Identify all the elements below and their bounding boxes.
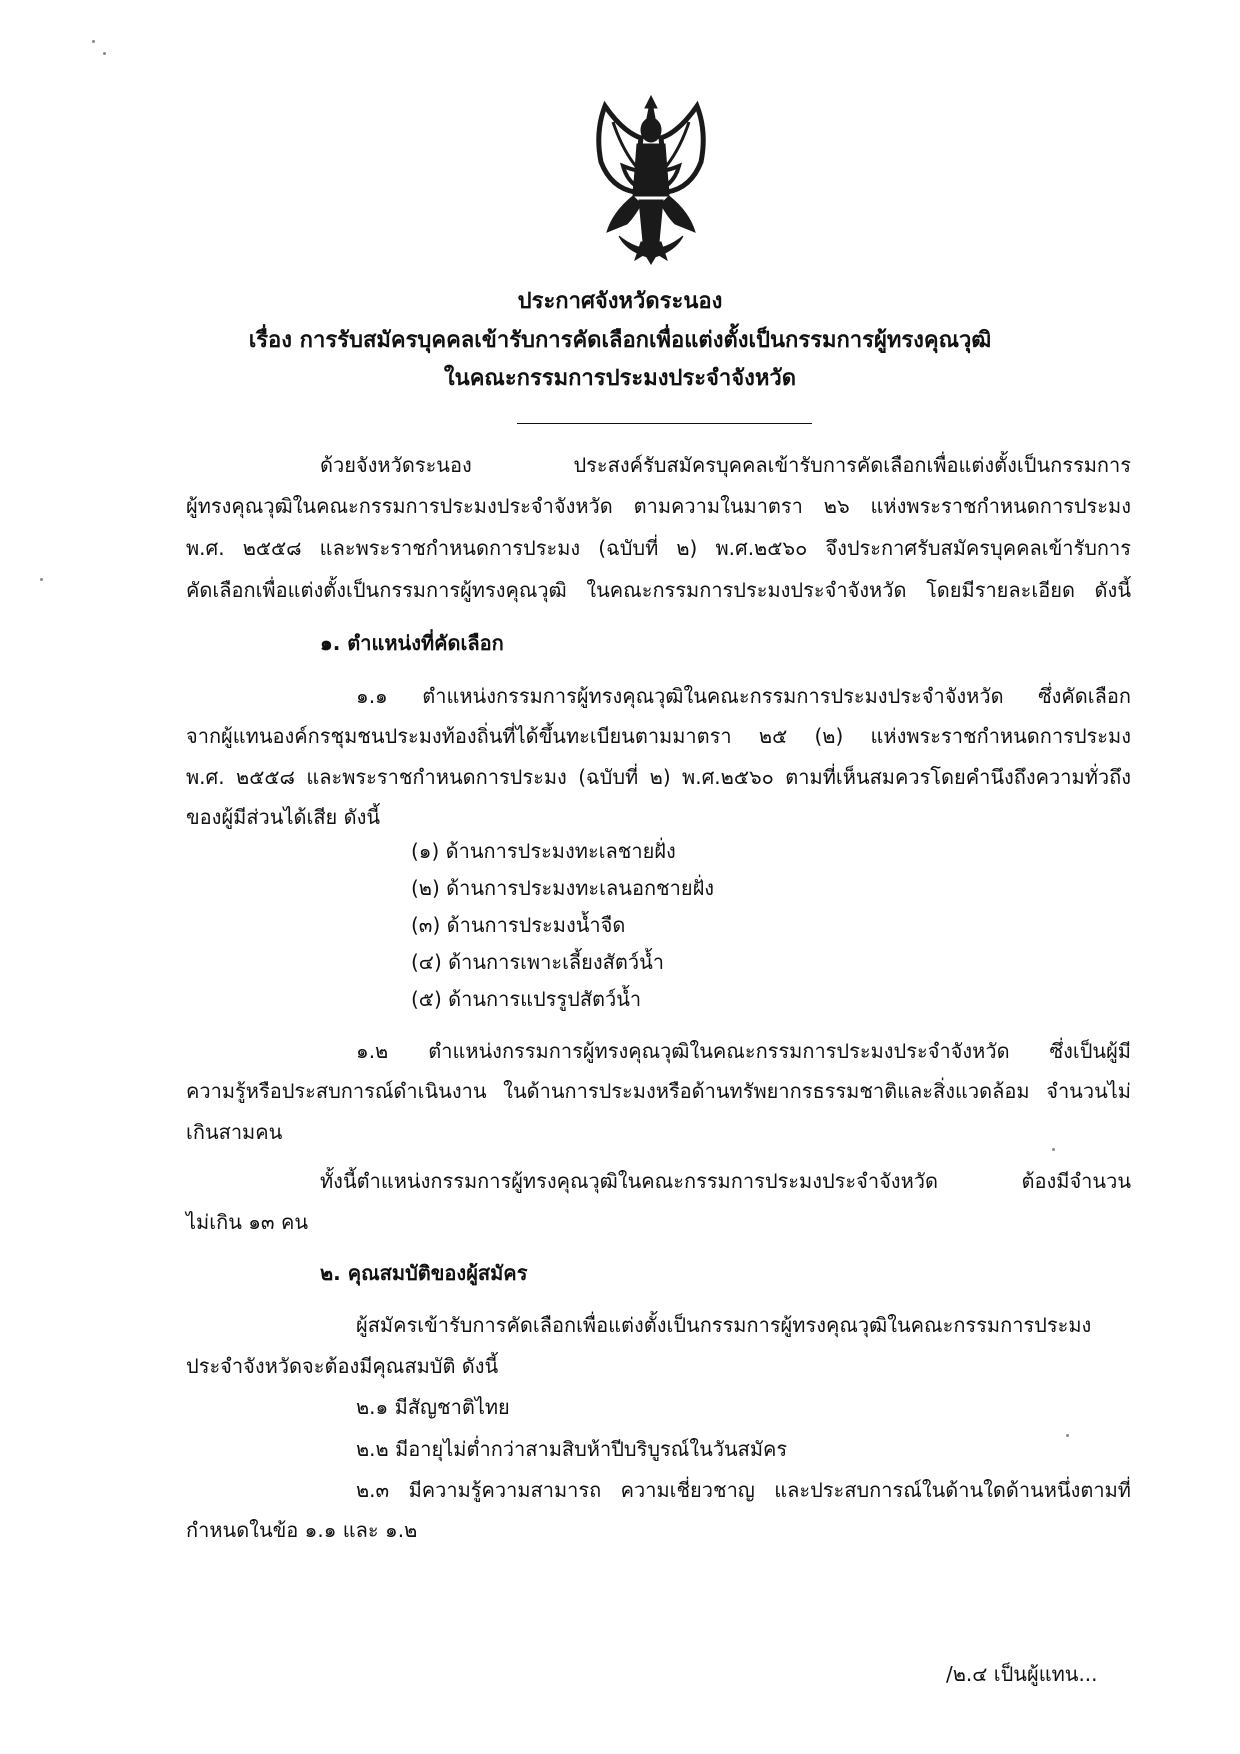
scan-speck	[40, 578, 43, 581]
qualification-2-1: ๒.๑ มีสัญชาติไทย	[356, 1395, 510, 1419]
scan-speck	[1052, 1148, 1055, 1151]
section-1-note-line-2: ไม่เกิน ๑๓ คน	[186, 1210, 308, 1234]
stakeholder-item-1: (๑) ด้านการประมงทะเลชายฝั่ง	[411, 839, 676, 863]
subject-line-1: เรื่อง การรับสมัครบุคคลเข้ารับการคัดเลือกเพื่อแต่งตั้งเป็นกรรมการผู้ทรงคุณวุฒิ	[248, 328, 992, 353]
section-1-2-line-3: เกินสามคน	[186, 1120, 283, 1144]
stakeholder-item-5: (๕) ด้านการแปรรูปสัตว์น้ำ	[411, 987, 642, 1011]
qualification-2-3-line-1: ๒.๓ มีความรู้ความสามารถ ความเชี่ยวชาญ และประสบการณ์ในด้านใดด้านหนึ่งตามที่	[356, 1478, 1131, 1502]
intro-line-1: ด้วยจังหวัดระนอง ประสงค์รับสมัครบุคคลเข้ารับการคัดเลือกเพื่อแต่งตั้งเป็นกรรมการ	[320, 453, 1131, 477]
qualification-2-2: ๒.๒ มีอายุไม่ต่ำกว่าสามสิบห้าปีบริบูรณ์ในวันสมัคร	[356, 1437, 788, 1461]
section-1-2-line-2: ความรู้หรือประสบการณ์ดำเนินงาน ในด้านการประมงหรือด้านทรัพยากรธรรมชาติและสิ่งแวดล้อม จำนวนไม่	[186, 1079, 1131, 1103]
section-2-intro-line-2: ประจำจังหวัดจะต้องมีคุณสมบัติ ดังนี้	[186, 1354, 499, 1378]
section-2-heading: ๒. คุณสมบัติของผู้สมัคร	[320, 1261, 528, 1285]
scan-speck	[103, 52, 106, 55]
intro-line-2: ผู้ทรงคุณวุฒิในคณะกรรมการประมงประจำจังหวัด ตามความในมาตรา ๒๖ แห่งพระราชกำหนดการประมง	[186, 494, 1131, 518]
garuda-emblem-icon	[583, 92, 719, 267]
stakeholder-item-3: (๓) ด้านการประมงน้ำจืด	[411, 913, 626, 937]
section-1-1-line-3: พ.ศ. ๒๕๕๘ และพระราชกำหนดการประมง (ฉบับที่ ๒) พ.ศ.๒๕๖๐ ตามที่เห็นสมควรโดยคำนึงถึงความทั่วถึง	[186, 765, 1131, 789]
scan-speck	[1066, 1434, 1069, 1437]
scan-speck	[92, 40, 95, 43]
section-1-heading: ๑. ตำแหน่งที่คัดเลือก	[320, 631, 504, 655]
continuation-note: /๒.๔ เป็นผู้แทน...	[946, 1662, 1098, 1686]
subject-line-2: ในคณะกรรมการประมงประจำจังหวัด	[443, 366, 797, 391]
section-1-1-line-2: จากผู้แทนองค์กรชุมชนประมงท้องถิ่นที่ได้ขึ้นทะเบียนตามมาตรา ๒๕ (๒) แห่งพระราชกำหนดการประมง	[186, 724, 1131, 748]
section-2-intro-line-1: ผู้สมัครเข้ารับการคัดเลือกเพื่อแต่งตั้งเป็นกรรมการผู้ทรงคุณวุฒิในคณะกรรมการประมง	[356, 1313, 1092, 1337]
intro-line-4: คัดเลือกเพื่อแต่งตั้งเป็นกรรมการผู้ทรงคุณวุฒิ ในคณะกรรมการประมงประจำจังหวัด โดยมีรายละเอียด ดังนี้	[186, 578, 1131, 602]
section-1-1-line-1: ๑.๑ ตำแหน่งกรรมการผู้ทรงคุณวุฒิในคณะกรรมการประมงประจำจังหวัด ซึ่งคัดเลือก	[356, 684, 1131, 708]
stakeholder-item-2: (๒) ด้านการประมงทะเลนอกชายฝั่ง	[411, 876, 715, 900]
qualification-2-3-line-2: กำหนดในข้อ ๑.๑ และ ๑.๒	[186, 1518, 418, 1542]
section-1-1-line-4: ของผู้มีส่วนได้เสีย ดังนี้	[186, 805, 381, 829]
intro-line-3: พ.ศ. ๒๕๕๘ และพระราชกำหนดการประมง (ฉบับที่ ๒) พ.ศ.๒๕๖๐ จึงประกาศรับสมัครบุคคลเข้ารับการ	[186, 536, 1131, 560]
section-1-note-line-1: ทั้งนี้ตำแหน่งกรรมการผู้ทรงคุณวุฒิในคณะกรรมการประมงประจำจังหวัด ต้องมีจำนวน	[320, 1169, 1131, 1193]
section-1-2-line-1: ๑.๒ ตำแหน่งกรรมการผู้ทรงคุณวุฒิในคณะกรรมการประมงประจำจังหวัด ซึ่งเป็นผู้มี	[356, 1039, 1131, 1063]
title-divider	[517, 423, 812, 424]
stakeholder-item-4: (๔) ด้านการเพาะเลี้ยงสัตว์น้ำ	[411, 950, 664, 974]
announcement-title: ประกาศจังหวัดระนอง	[517, 289, 723, 314]
